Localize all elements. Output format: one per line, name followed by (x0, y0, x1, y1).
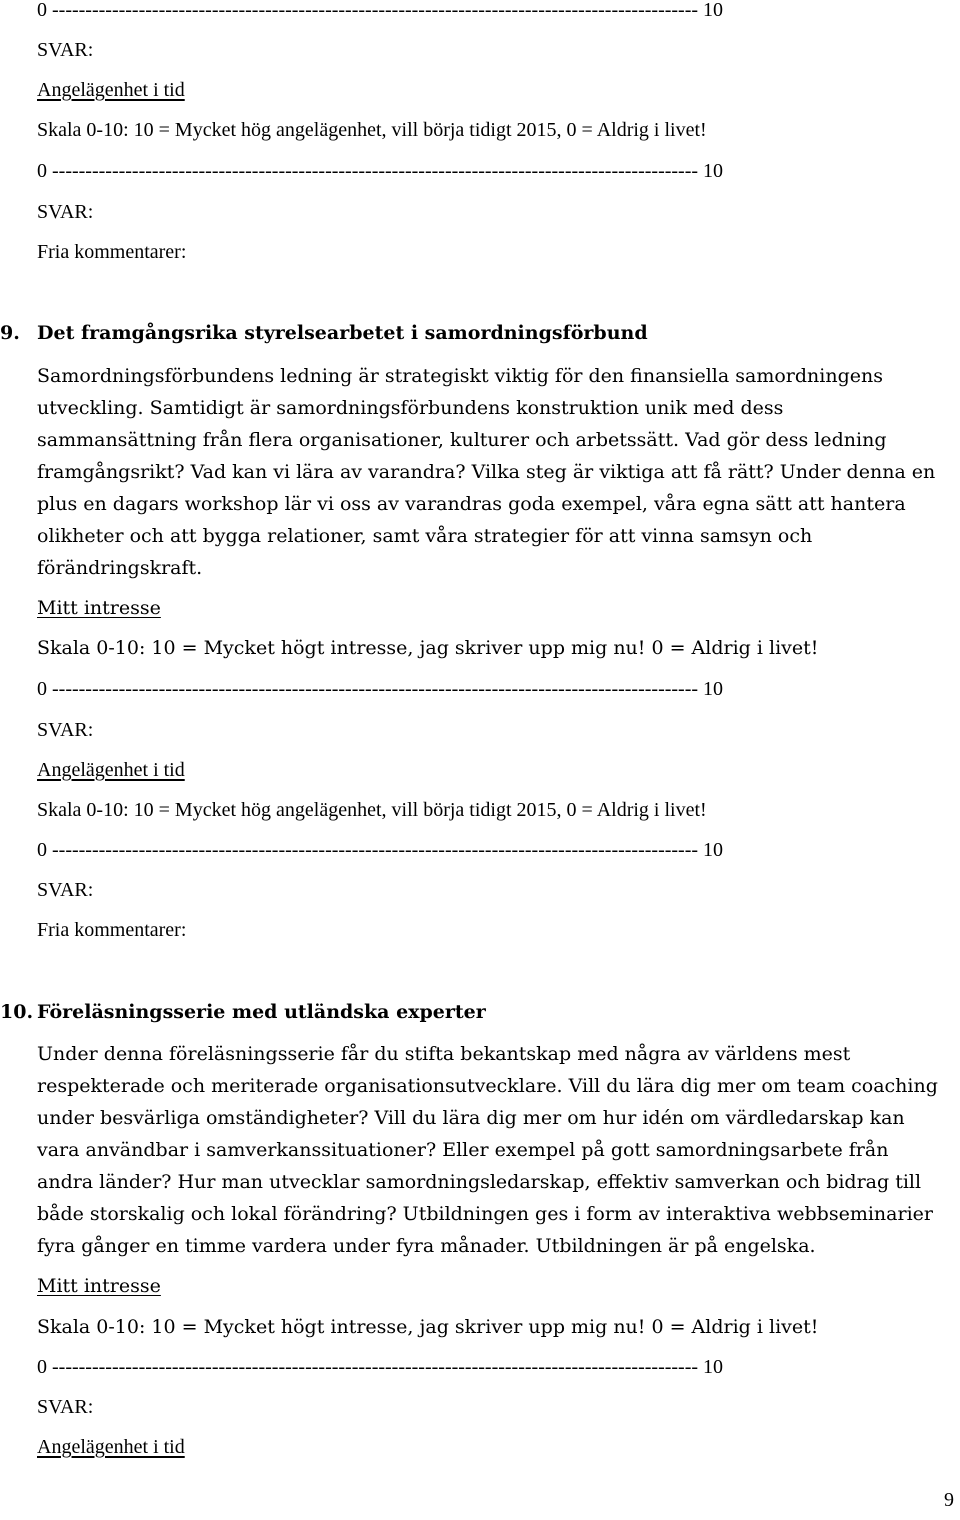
rating-scale-line: 0 ------------------------------------------------------------------------------------------------- 10 (37, 0, 724, 21)
interest-heading: Mitt intresse (37, 1275, 161, 1297)
paragraph-line: olikheter och att bygga relationer, samt våra strategier för att vinna samsyn och (37, 525, 813, 547)
paragraph-line: fyra gånger en timme vardera under fyra månader. Utbildningen är på engelska. (37, 1235, 816, 1257)
urgency-scale-text: Skala 0-10: 10 = Mycket hög angelägenhet, vill börja tidigt 2015, 0 = Aldrig i livet! (37, 799, 707, 821)
paragraph-line: Under denna föreläsningsserie får du stifta bekantskap med några av världens mest (37, 1043, 851, 1065)
section-description (37, 360, 957, 584)
paragraph-line: plus en dagars workshop lär vi oss av varandras goda exempel, våra egna sätt att hantera (37, 493, 906, 515)
free-comments-label: Fria kommentarer: (37, 241, 187, 263)
paragraph-line: andra länder? Hur man utvecklar samordningsledarskap, effektiv samverkan och bidrag till (37, 1171, 922, 1193)
rating-scale-line: 0 ------------------------------------------------------------------------------------------------- 10 (37, 160, 724, 182)
section-description (37, 1038, 957, 1262)
interest-scale-text: Skala 0-10: 10 = Mycket högt intresse, jag skriver upp mig nu! 0 = Aldrig i livet! (37, 637, 819, 659)
paragraph-line: respekterade och meriterade organisationsutvecklare. Vill du lära dig mer om team coaching (37, 1075, 938, 1097)
interest-scale-text: Skala 0-10: 10 = Mycket högt intresse, jag skriver upp mig nu! 0 = Aldrig i livet! (37, 1316, 819, 1338)
paragraph-line: utveckling. Samtidigt är samordningsförbundens konstruktion unik med dess (37, 397, 784, 419)
urgency-scale-text: Skala 0-10: 10 = Mycket hög angelägenhet, vill börja tidigt 2015, 0 = Aldrig i livet! (37, 119, 707, 141)
interest-heading: Mitt intresse (37, 597, 161, 619)
answer-label: SVAR: (37, 39, 94, 61)
paragraph-line: förändringskraft. (37, 557, 203, 579)
paragraph-line: både storskalig och lokal förändring? Utbildningen ges i form av interaktiva webbseminarier (37, 1203, 933, 1225)
free-comments-label: Fria kommentarer: (37, 919, 187, 941)
urgency-heading: Angelägenhet i tid (37, 1436, 185, 1458)
urgency-heading: Angelägenhet i tid (37, 79, 185, 101)
paragraph-line: vara användbar i samverkanssituationer? Eller exempel på gott samordningsarbete från (37, 1139, 889, 1161)
rating-scale-line: 0 ------------------------------------------------------------------------------------------------- 10 (37, 678, 724, 700)
answer-label: SVAR: (37, 1396, 94, 1418)
answer-label: SVAR: (37, 879, 94, 901)
paragraph-line: Samordningsförbundens ledning är strategiskt viktig för den finansiella samordningens (37, 365, 883, 387)
page-number: 9 (944, 1489, 954, 1511)
section-number: 10. (0, 1001, 34, 1023)
paragraph-line: under besvärliga omständigheter? Vill du lära dig mer om hur idén om värdledarskap kan (37, 1107, 905, 1129)
answer-label: SVAR: (37, 719, 94, 741)
answer-label: SVAR: (37, 201, 94, 223)
rating-scale-line: 0 ------------------------------------------------------------------------------------------------- 10 (37, 1356, 724, 1378)
section-title: Det framgångsrika styrelsearbetet i samordningsförbund (37, 322, 648, 344)
rating-scale-line: 0 ------------------------------------------------------------------------------------------------- 10 (37, 839, 724, 861)
section-title: Föreläsningsserie med utländska experter (37, 1001, 486, 1023)
paragraph-line: sammansättning från flera organisationer, kulturer och arbetssätt. Vad gör dess ledning (37, 429, 887, 451)
paragraph-line: framgångsrikt? Vad kan vi lära av varandra? Vilka steg är viktiga att få rätt? Under denna en (37, 461, 936, 483)
urgency-heading: Angelägenhet i tid (37, 759, 185, 781)
section-number: 9. (0, 322, 20, 344)
